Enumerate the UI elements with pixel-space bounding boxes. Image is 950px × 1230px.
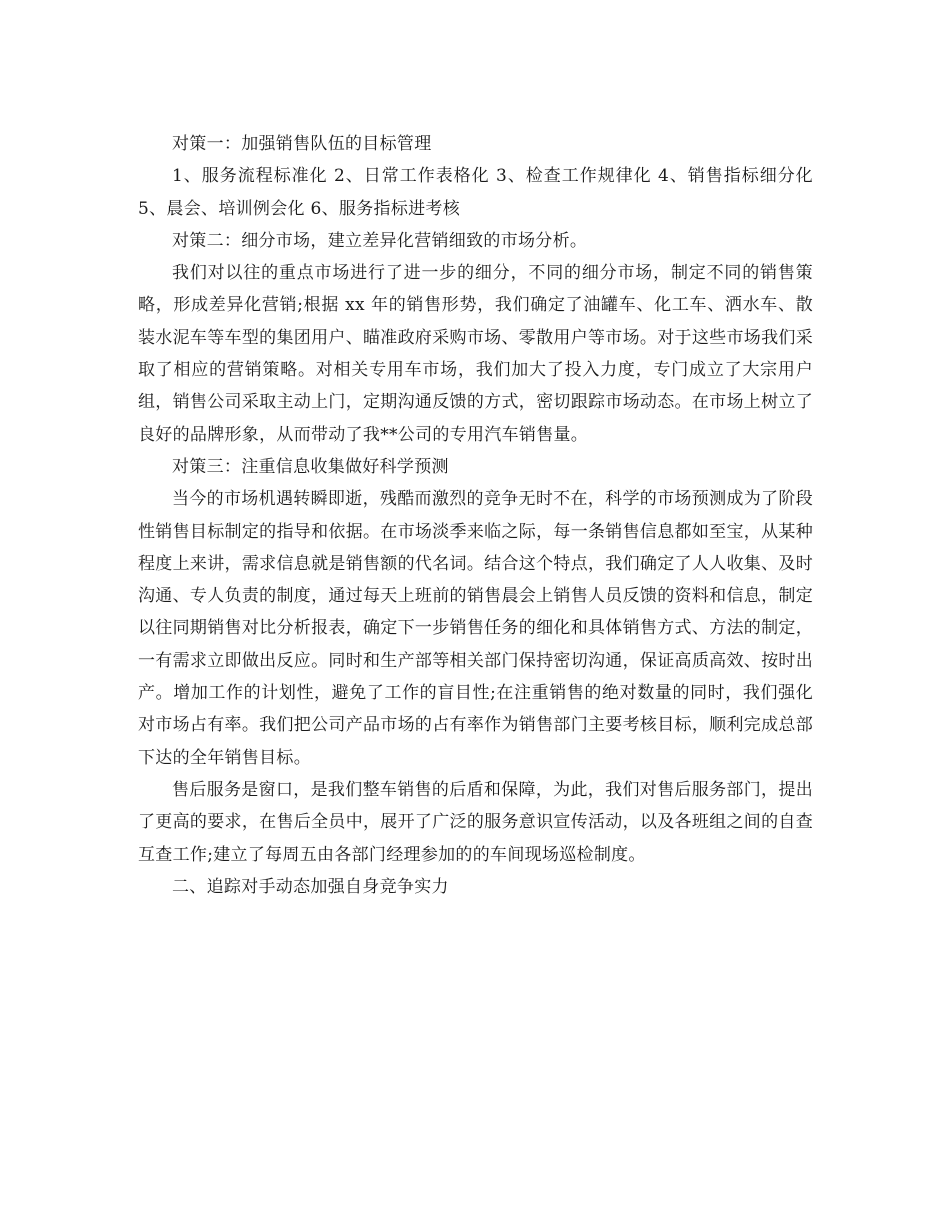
paragraph-service-list: 1、服务流程标准化 2、日常工作表格化 3、检查工作规律化 4、销售指标细分化 5、晨会、培训例会化 6、服务指标进考核 — [138, 166, 813, 219]
document-body — [138, 128, 813, 903]
heading-section-two: 二、追踪对手动态加强自身竞争实力 — [172, 876, 449, 897]
heading-strategy-two: 对策二：细分市场，建立差异化营销细致的市场分析。 — [172, 230, 588, 251]
heading-strategy-one: 对策一：加强销售队伍的目标管理 — [172, 134, 432, 154]
paragraph-market-segmentation: 我们对以往的重点市场进行了进一步的细分，不同的细分市场，制定不同的销售策略，形成差异化营销;根据 xx 年的销售形势，我们确定了油罐车、化工车、洒水车、散装水泥车等车型的集团用户、瞄准政府采购市场、零散用户等市场。对于这些市场我们采取了相应的营销策略。对相关专用车市场，我们加大了投入力度，专门成立了大宗用户组，销售公司采取主动上门，定期沟通反馈的方式，密切跟踪市场动态。在市场上树立了良好的品牌形象，从而带动了我**公司的专用汽车销售量。 — [138, 263, 813, 445]
paragraph-after-sales: 售后服务是窗口，是我们整车销售的后盾和保障，为此，我们对售后服务部门，提出了更高的要求，在售后全员中，展开了广泛的服务意识宣传活动，以及各班组之间的自查互查工作;建立了每周五由各部门经理参加的的车间现场巡检制度。 — [138, 779, 813, 865]
paragraph-market-forecast: 当今的市场机遇转瞬即逝，残酷而激烈的竞争无时不在，科学的市场预测成为了阶段性销售目标制定的指导和依据。在市场淡季来临之际，每一条销售信息都如至宝，从某种程度上来讲，需求信息就是销售额的代名词。结合这个特点，我们确定了人人收集、及时沟通、专人负责的制度，通过每天上班前的销售晨会上销售人员反馈的资料和信息，制定以往同期销售对比分析报表，确定下一步销售任务的细化和具体销售方式、方法的制定，一有需求立即做出反应。同时和生产部等相关部门保持密切沟通，保证高质高效、按时出产。增加工作的计划性，避免了工作的盲目性;在注重销售的绝对数量的同时，我们强化对市场占有率。我们把公司产品市场的占有率作为销售部门主要考核目标，顺利完成总部下达的全年销售目标。 — [138, 489, 813, 768]
heading-strategy-three: 对策三：注重信息收集做好科学预测 — [172, 456, 449, 477]
